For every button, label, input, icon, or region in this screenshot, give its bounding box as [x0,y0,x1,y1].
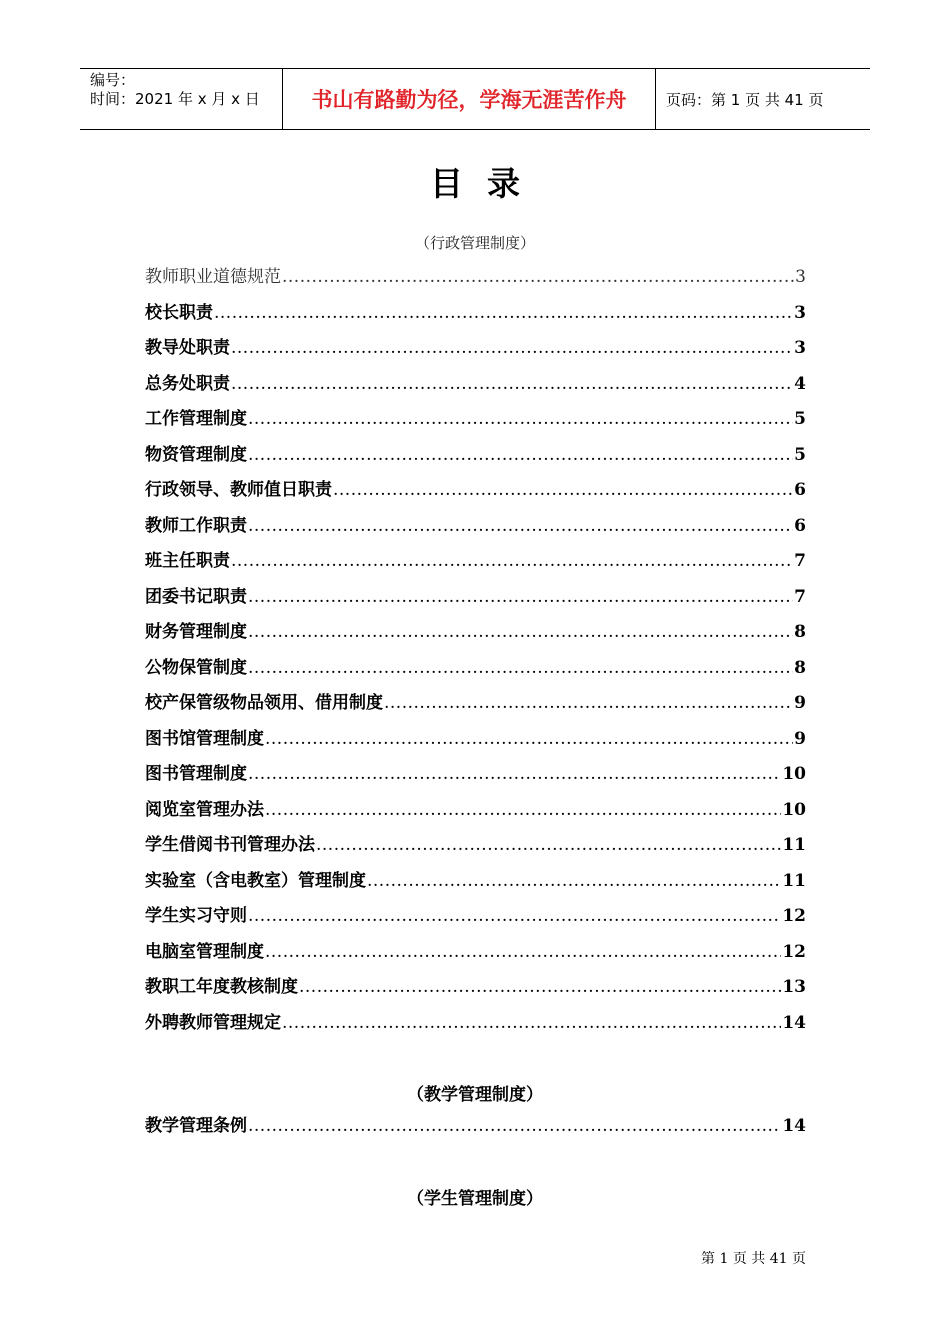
toc-dot-leader [299,976,781,998]
toc-dot-leader [265,799,781,821]
toc-dot-leader [333,479,793,501]
toc-dot-leader [248,621,793,643]
toc-entry-label: 物资管理制度 [145,444,247,465]
section-admin-heading: （行政管理制度） [414,234,535,252]
toc-entry[interactable] [145,726,806,750]
toc-entry[interactable] [145,690,806,714]
toc-entry-page: 7 [794,551,806,571]
header-motto: 书山有路勤为径，学海无涯苦作舟 [282,69,656,129]
toc-dot-leader [316,834,781,856]
toc-entry-page: 12 [782,906,806,926]
header-meta [80,69,282,129]
page-header [80,68,870,130]
toc-dot-leader [231,337,793,359]
toc-entry[interactable] [145,264,806,288]
toc-entry[interactable] [145,584,806,608]
toc-entry[interactable] [145,371,806,395]
toc-dot-leader [231,550,793,572]
toc-dot-leader [248,408,793,430]
toc-entry-label: 财务管理制度 [145,622,247,642]
toc-entry-label: 学生实习守则 [145,906,247,926]
toc-entry[interactable] [145,903,806,927]
toc-dot-leader [248,586,793,608]
toc-dot-leader [265,941,781,963]
toc-entry-label: 工作管理制度 [145,409,247,429]
toc-entry[interactable] [145,548,806,572]
toc-dot-leader [248,515,793,537]
toc-entry-label: 教师工作职责 [145,515,247,536]
toc-entry-page: 7 [794,586,806,607]
toc-entry[interactable] [145,939,806,963]
toc-entry-label: 团委书记职责 [145,586,247,607]
toc-entry-page: 6 [794,515,806,536]
toc-dot-leader [282,266,794,288]
toc-dot-leader [367,870,781,892]
toc-entry-label: 图书馆管理制度 [145,728,264,749]
toc-entry[interactable] [145,300,806,324]
page-title: 目录 [430,164,544,203]
page-footer: 第 1 页 共 41 页 [701,1251,806,1267]
toc-entry-label: 教师职业道德规范 [145,267,281,287]
toc-dot-leader [265,728,793,750]
toc-entry-page: 3 [795,267,806,287]
toc-dot-leader [248,763,781,785]
toc-entry-label: 学生借阅书刊管理办法 [145,835,315,855]
toc-entry[interactable] [145,335,806,359]
toc-entry-page: 8 [794,657,806,678]
toc-entry-page: 11 [782,870,806,891]
toc-entry[interactable] [145,442,806,466]
toc-entry-page: 11 [782,835,806,855]
toc-entry[interactable] [145,619,806,643]
toc-entry[interactable] [145,761,806,785]
toc-dot-leader [248,1115,781,1137]
toc-entry-page: 8 [794,622,806,642]
toc-entry-page: 9 [794,693,806,713]
toc-entry-page: 5 [794,444,806,465]
toc-entry-page: 14 [782,1116,806,1136]
toc-entry[interactable] [145,406,806,430]
section-teaching-heading: （教学管理制度） [407,1085,543,1105]
toc-dot-leader [282,1012,781,1034]
toc-dot-leader [248,905,781,927]
toc-entry-label: 教职工年度教核制度 [145,977,298,997]
toc-entry-page: 5 [794,409,806,429]
toc-dot-leader [248,444,793,466]
toc-entry[interactable] [145,655,806,679]
toc-entry-page: 10 [782,764,806,784]
toc-entry-label: 电脑室管理制度 [145,941,264,962]
toc-entry-page: 13 [782,977,806,997]
toc-entry-label: 教导处职责 [145,338,230,358]
toc-entry-label: 图书管理制度 [145,764,247,784]
toc-entry-page: 4 [794,373,806,394]
toc-entry[interactable] [145,1010,806,1034]
toc-entry[interactable] [145,513,806,537]
doc-time-label: 时间：2021 年 x 月 x 日 [90,90,260,108]
toc-entry-page: 3 [794,338,806,358]
toc-entry-label: 校长职责 [145,302,213,323]
toc-entry[interactable] [145,868,806,892]
toc-entry[interactable] [145,832,806,856]
toc-entry-label: 实验室（含电教室）管理制度 [145,870,366,891]
toc-dot-leader [384,692,793,714]
toc-entry-page: 12 [782,941,806,962]
toc-entry[interactable] [145,974,806,998]
toc-entry-page: 10 [782,799,806,820]
toc-entry-label: 外聘教师管理规定 [145,1012,281,1033]
toc-entry-page: 3 [794,302,806,323]
toc-entry-label: 阅览室管理办法 [145,799,264,820]
toc-entry-label: 行政领导、教师值日职责 [145,480,332,500]
toc-entry-page: 9 [794,728,806,749]
toc-entry-label: 校产保管级物品领用、借用制度 [145,693,383,713]
toc-entry-label: 公物保管制度 [145,657,247,678]
toc-entry-label: 班主任职责 [145,551,230,571]
section-students-heading: （学生管理制度） [407,1189,543,1209]
header-page-info: 页码：第 1 页 共 41 页 [666,90,824,109]
toc-entry-label: 总务处职责 [145,373,230,394]
toc-dot-leader [231,373,793,395]
toc-dot-leader [248,657,793,679]
toc-entry-page: 14 [782,1012,806,1033]
toc-entry[interactable] [145,477,806,501]
toc-entry-label: 教学管理条例 [145,1116,247,1136]
toc-entry[interactable] [145,797,806,821]
toc-entry[interactable] [145,1113,806,1137]
doc-number-label: 编号： [90,71,136,89]
toc-dot-leader [214,302,793,324]
toc-entry-page: 6 [794,480,806,500]
